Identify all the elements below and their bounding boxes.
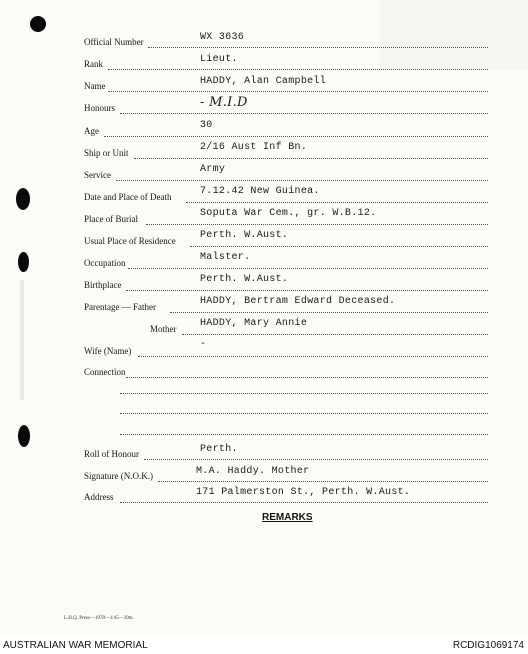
- official-number-line: [148, 47, 488, 48]
- connection-line-4: [120, 434, 488, 435]
- occupation-label: Occupation: [84, 258, 126, 268]
- punch-hole-top: [30, 16, 46, 32]
- record-id-caption: RCDIG1069174: [452, 640, 524, 651]
- margin-smudge: [20, 280, 24, 400]
- burial-line: [146, 224, 488, 225]
- mother-line: [182, 334, 488, 335]
- father-value: HADDY, Bertram Edward Deceased.: [200, 296, 396, 307]
- rank-label: Rank: [84, 59, 103, 69]
- father-line: [170, 312, 488, 313]
- punch-hole-lower: [18, 425, 30, 447]
- residence-value: Perth. W.Aust.: [200, 230, 289, 241]
- residence-line: [190, 246, 488, 247]
- signature-value: M.A. Haddy. Mother: [196, 466, 310, 477]
- death-value: 7.12.42 New Guinea.: [200, 186, 320, 197]
- address-value: 171 Palmerston St., Perth. W.Aust.: [196, 487, 411, 498]
- corner-smudge: [380, 0, 528, 70]
- punch-hole-upper: [16, 188, 30, 210]
- residence-label: Usual Place of Residence: [84, 236, 176, 246]
- age-line: [104, 136, 488, 137]
- address-line: [120, 502, 488, 503]
- service-line: [116, 180, 488, 181]
- roll-label: Roll of Honour: [84, 449, 139, 459]
- service-label: Service: [84, 170, 111, 180]
- burial-label: Place of Burial: [84, 214, 138, 224]
- remarks-heading: REMARKS: [262, 512, 313, 523]
- mother-label: Mother: [150, 324, 177, 334]
- mother-value: HADDY, Mary Annie: [200, 318, 308, 329]
- death-label: Date and Place of Death: [84, 192, 172, 202]
- rank-line: [108, 69, 488, 70]
- name-line: [108, 91, 488, 92]
- address-label: Address: [84, 492, 114, 502]
- death-line: [186, 202, 488, 203]
- name-label: Name: [84, 81, 106, 91]
- father-label: Parentage — Father: [84, 302, 156, 312]
- wife-label: Wife (Name): [84, 346, 132, 356]
- birthplace-label: Birthplace: [84, 280, 122, 290]
- ship-unit-value: 2/16 Aust Inf Bn.: [200, 142, 308, 153]
- rank-value: Lieut.: [200, 54, 238, 65]
- official-number-value: WX 3636: [200, 32, 245, 43]
- roll-line: [144, 459, 488, 460]
- occupation-value: Malster.: [200, 252, 251, 263]
- wife-line: [138, 356, 488, 357]
- wife-value: -: [200, 339, 207, 350]
- official-number-label: Official Number: [84, 37, 144, 47]
- roll-value: Perth.: [200, 444, 238, 455]
- connection-line-2: [120, 393, 488, 394]
- ship-unit-label: Ship or Unit: [84, 148, 129, 158]
- print-code: L.H.Q. Press—1978—1/45—39m.: [64, 616, 134, 621]
- occupation-line: [128, 268, 488, 269]
- connection-label: Connection: [84, 367, 126, 377]
- birthplace-line: [126, 290, 488, 291]
- birthplace-value: Perth. W.Aust.: [200, 274, 289, 285]
- honours-label: Honours: [84, 103, 115, 113]
- institution-caption: AUSTRALIAN WAR MEMORIAL: [3, 640, 148, 651]
- connection-line-1: [126, 377, 488, 378]
- ship-unit-line: [134, 158, 488, 159]
- burial-value: Soputa War Cem., gr. W.B.12.: [200, 208, 377, 219]
- signature-label: Signature (N.O.K.): [84, 471, 153, 481]
- age-label: Age: [84, 126, 99, 136]
- connection-line-3: [120, 413, 488, 414]
- signature-line: [158, 481, 488, 482]
- age-value: 30: [200, 120, 213, 131]
- name-value: HADDY, Alan Campbell: [200, 76, 327, 87]
- honours-line: [120, 113, 488, 114]
- punch-hole-middle: [18, 252, 29, 272]
- honours-value: - M.I.D: [200, 95, 248, 110]
- service-value: Army: [200, 164, 226, 175]
